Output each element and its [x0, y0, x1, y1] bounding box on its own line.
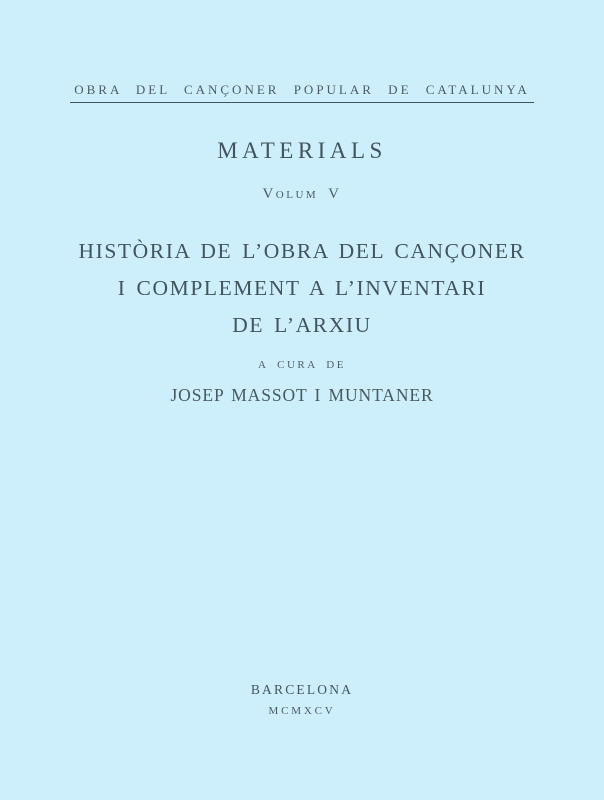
book-title-line-3: DE L’ARXIU — [232, 313, 372, 337]
volume-label: Volum V — [262, 186, 342, 202]
curator-label: A CURA DE — [258, 359, 346, 371]
curator-name: JOSEP MASSOT I MUNTANER — [170, 385, 434, 405]
imprint-year: MCMXCV — [268, 705, 336, 717]
imprint-place: BARCELONA — [250, 682, 354, 697]
book-title — [0, 233, 604, 344]
book-title-line-2: I COMPLEMENT A L’INVENTARI — [117, 276, 487, 300]
series-title-text: OBRA DEL CANÇONER POPULAR DE CATALUNYA — [70, 83, 533, 103]
collection-title: MATERIALS — [217, 138, 387, 163]
book-title-line-1: HISTÒRIA DE L’OBRA DEL CANÇONER — [78, 239, 526, 263]
series-title — [0, 82, 604, 103]
